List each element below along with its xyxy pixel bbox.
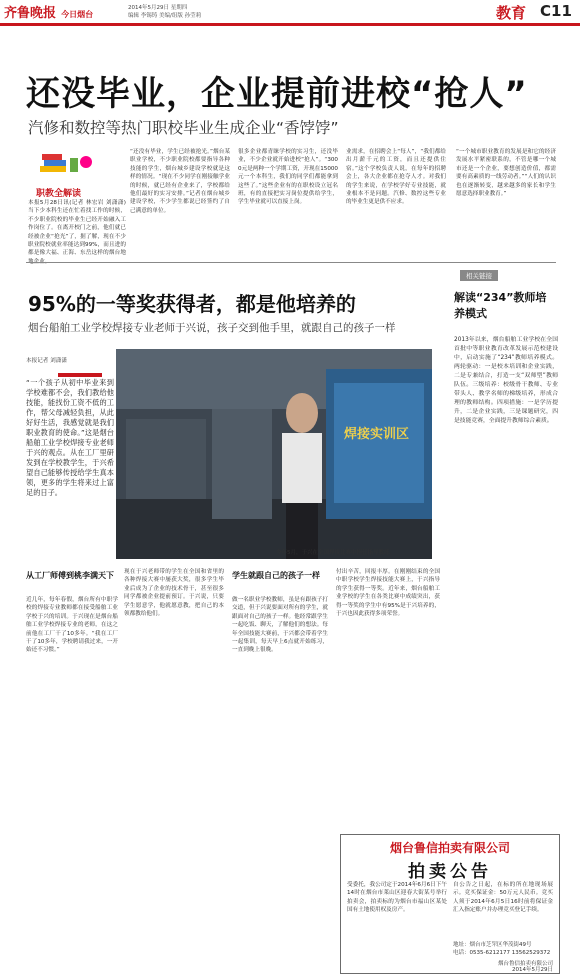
ad-address: 地址：烟台市芝罘区华茂街49号 (453, 942, 532, 948)
story2-headline: 95%的一等奖获得者，都是他培养的 (28, 292, 356, 316)
photo-banner-text: 焊接实训区 (344, 427, 410, 442)
ad-company: 烟台鲁信拍卖有限公司 (389, 841, 510, 855)
sub2-body: 做一名职业学校教师，虽是有跟孩子打交道，但于兴说要面对所有的学生，就跟面对自己的孩子一样。他经常跟学生一起吃饭、聊天，了解他们的想法。每年全国技能大赛前，于兴都会带着学生一起集训，每天早上6点就开始练习，一直到晚上很晚。 (232, 597, 328, 654)
photo-caption: 今年5月，于兴在全国焊接比赛中担任指导教练。 (276, 550, 396, 556)
books-icon (36, 148, 106, 188)
story1-col5: “一个城市职业教育的发展是和它的经济发展水平紧密联系的，不管是哪一个城市还是一个企业，要想创造价值，都需要有高素质的一线劳动者。”“人们的认识也在逐渐转变，越来越多的家长和学生愿意选择职业教育。” (456, 149, 556, 198)
page-number: C11 (540, 2, 572, 20)
story1-tag: 职教全解读 (36, 189, 82, 199)
story1-subhead: 汽修和数控等热门职校毕业生成企业“香饽饽” (28, 119, 339, 137)
ad-sign-date: 2014年5月29日 (512, 967, 553, 973)
story2-byline: 本报记者 刘潇潇 (26, 358, 67, 364)
editor-line: 编辑 李锡铸 美编/组版 孙莹莉 (128, 13, 202, 19)
date-line: 2014年5月29日 星期四 (128, 5, 188, 11)
related-link-label: 相关链接 (460, 270, 498, 281)
story1-col3: 很多企业都青睐学校的实习生，还没毕业，不少企业就开始进校“抢人”。“3000元是两种一个学期工资，开现在15000元一个本科生，我们的同学们都能拿到这些了。”这些企业有的在职校设立冠名班，有的直接把实习岗位提供给学生，学生毕业就可以直接上岗。 (238, 149, 338, 206)
ad-sign-name: 烟台鲁信拍卖有限公司 (497, 961, 553, 967)
logo-text: 齐鲁晚报 (4, 6, 57, 21)
category-label: 教育 (496, 4, 527, 22)
sub1-title: 从工厂师傅到桃李满天下 (26, 571, 114, 580)
ad-telephone: 电话：0535-6212177 13562529372 (453, 950, 551, 956)
section-name: 今日烟台 (61, 10, 94, 19)
welding-photo (116, 349, 432, 559)
story1-col2: “还没有毕业，学生已经被抢光。”烟台某职业学校，不少职业院校都要指导各种技能的学生，烟台城乡建设学校就是这样的情况。“现在不少同学在刚接触学业的时候，就已经有企业来了，学校都给他们最好的实习安排。”记者在烟台城乡建设学校，不少学生都说已经签约了自己满意的单位。 (130, 149, 230, 214)
sidebar-title: 解读“234”教师培养模式 (454, 291, 547, 320)
ad-body2: 自公告之日起，在标的所在地现场展示。竞买保证金：50万元人民币。竞买人须于2014年6月5日16时前将保证金汇入指定账户并办理竞买登记手续。 (453, 882, 553, 914)
story2-quote: “一个孩子从初中毕业来到学校难都不会，我们教给他技能，能找份工资不低的工作，帮父母减轻负担，从此好好生活，我感觉就是我们职业教育的使命。”这是烟台船舶工业学校焊接专业老师于兴的观点。从在工厂里研发到在学校教学生，于兴希望自己能够传授给学生真本领，更多的学生将来过上富足的日子。 (26, 378, 114, 497)
ad-contact (453, 941, 557, 957)
story2-col-mid2: 付出辛苦，回报丰厚。在刚刚结束的全国中职学校学生焊接技能大赛上，于兴指导的学生获得一等奖。近年来，烟台船舶工业学校的学生在各类比赛中成绩突出，获得一等奖的学生中有95%是于兴培养的，于兴也因此获得多项荣誉。 (336, 569, 440, 618)
sub1-body: 近几年，每年春假，烟台所有中职学校的焊接专业教师都在接受船舶工业学校于兴的培训。于兴现在是烟台船舶工业学校焊接专业的老师，在这之前他在工厂干了10多年。“我在工厂干了10多年，学校聘请我过来，一开始还不习惯。” (26, 597, 118, 654)
section-divider (26, 262, 556, 263)
header-rule (0, 23, 580, 26)
story1-col1: 本报5月28日讯(记者 林宏岩 刘潇潇) 当下少本科生还在忙着找工作的时候，不少职业院校的毕业生已经开始融入工作岗位了。在离开校门之前，他们就已经被企业“抢光”了，据了解，现在不少职业院校就业率能达到99%，而且进的都是像大福、正海、东岳这样的烟台地 (28, 200, 126, 257)
sub1-body2: 现在于兴老师带的学生在全国和省里的各种焊接大赛中屡获大奖，很多学生毕业后成为了企业的技术骨干，甚至很多同学都被企业提前预订。于兴说，只要学生愿意学，他就愿意教，把自己的本领都教给他们。 (124, 569, 224, 618)
story2-subhead: 烟台船舶工业学校焊接专业老师于兴说，孩子交到他手里，就跟自己的孩子一样 (28, 322, 396, 334)
story1-headline: 还没毕业，企业提前进校“抢人” (26, 74, 528, 114)
sub2-title: 学生就跟自己的孩子一样 (232, 571, 320, 580)
auction-ad (340, 834, 560, 974)
quote-mark-bar (58, 373, 102, 377)
issue-info (128, 4, 201, 20)
story1-col4: 业需求，在招聘会上“每人”，“我们都给出月薪千元的工资，而且还提供住宿。”这个学校负责人说，在每年的招聘会上，各大企业都在抢夺人才。对我们的学生来说，在学校学好专业技能，就业根本不是问题。汽修、数控这些专业的毕业生更是供不应求。 (346, 149, 446, 206)
ad-title: 拍卖公告 (408, 862, 492, 882)
ad-body1: 受委托，我公司定于2014年6月6日下午14时在烟台市莱山区迎春大街某号举行拍卖会，拍卖标的为烟台市福山区某处国有土地使用权及房产。 (347, 882, 447, 914)
masthead-logo (4, 2, 124, 22)
sidebar-body: 2013年以来，烟台船舶工业学校在全国首批中等职业教育改革发展示范校建设中，启动实施了“234”教师培养模式。两轮驱动：一是校本培训和企业实践，二是专兼结合，打造一支“双师型”教师队伍。三级培养：校级骨干教师、专业带头人、教学名师的梯级培养，形成合理的教师结构。四项措施：一是学历提升，二是企业实践，三是课题研究，四是技能竞赛，全面提升教师综合素质。 (454, 337, 558, 424)
